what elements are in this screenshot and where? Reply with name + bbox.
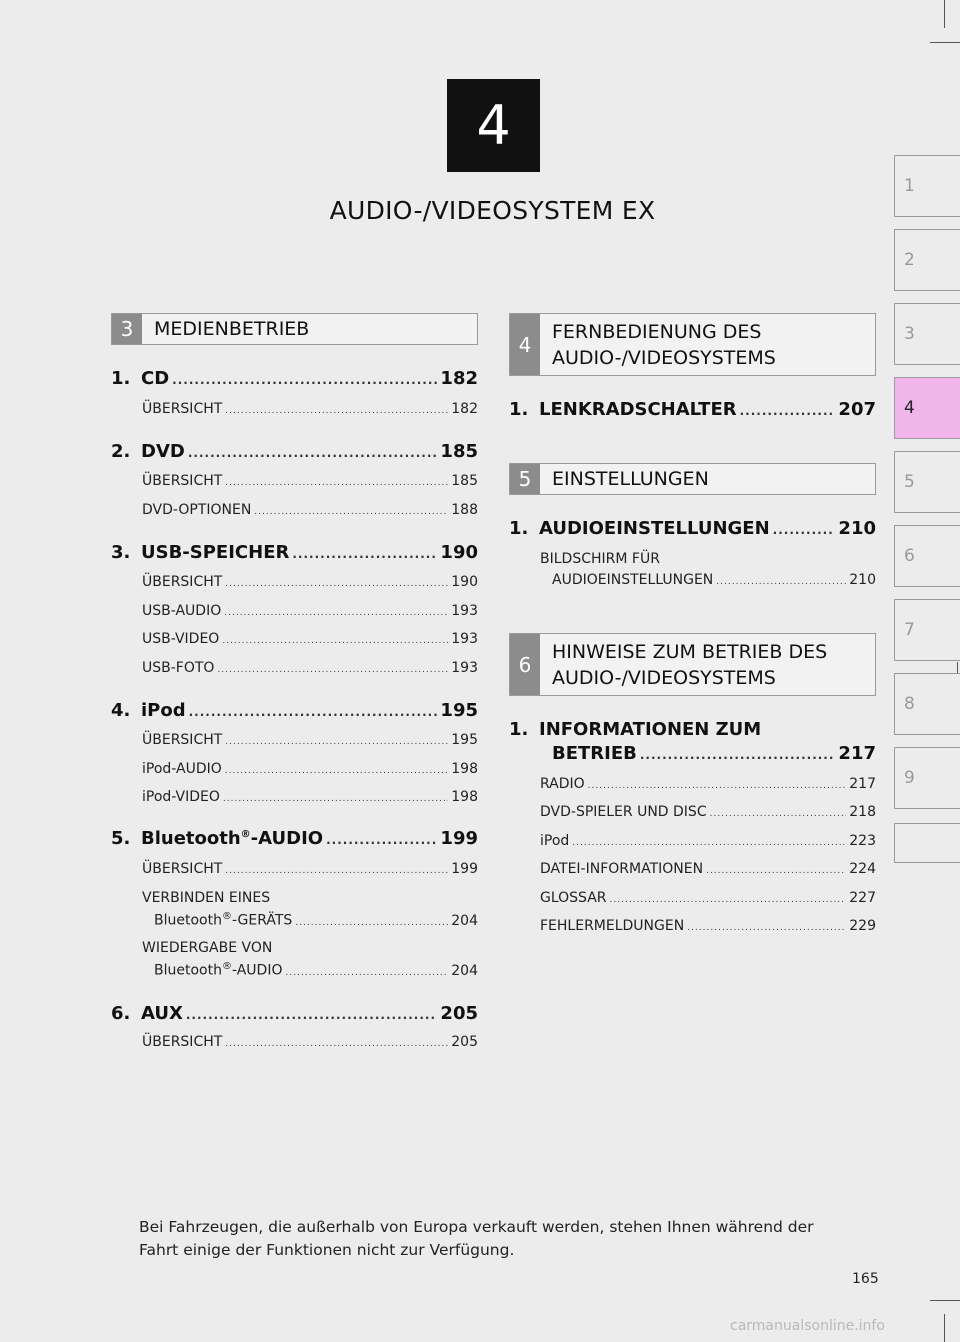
toc-entry-aux[interactable]: 6. AUX ..... 205 — [111, 1003, 478, 1024]
toc-entry-usb[interactable]: 3. USB-SPEICHER ..... 190 — [111, 542, 478, 563]
toc-entry-bluetooth-audio[interactable]: 5. Bluetooth®-AUDIO ..... 199 — [111, 828, 478, 849]
toc-subentry[interactable]: ÜBERSICHT ..... 199 — [142, 861, 478, 877]
section-number: 5 — [510, 464, 540, 494]
toc-subentry-line1[interactable]: BILDSCHIRM FÜR — [540, 551, 660, 567]
toc-subentry[interactable]: RADIO ..... 217 — [540, 776, 876, 792]
toc-subentry-line1[interactable]: VERBINDEN EINES — [142, 890, 271, 906]
toc-subentry[interactable]: ÜBERSICHT ..... 195 — [142, 732, 478, 748]
tab-3[interactable]: 3 — [894, 303, 960, 365]
chapter-number: 4 — [476, 94, 511, 157]
toc-subentry[interactable]: ÜBERSICHT ..... 190 — [142, 574, 478, 590]
watermark: carmanualsonline.info — [730, 1318, 885, 1334]
tab-5[interactable]: 5 — [894, 451, 960, 513]
tab-6[interactable]: 6 — [894, 525, 960, 587]
section-number: 6 — [510, 634, 540, 695]
right-column — [509, 313, 876, 934]
tab-9[interactable]: 9 — [894, 747, 960, 809]
toc-subentry[interactable]: iPod ..... 223 — [540, 833, 876, 849]
toc-entry-dvd[interactable]: 2. DVD ..... 185 — [111, 441, 478, 462]
toc-subentry[interactable]: ÜBERSICHT ..... 205 — [142, 1034, 478, 1050]
tab-1[interactable]: 1 — [894, 155, 960, 217]
section-number: 3 — [112, 314, 142, 344]
toc-entry-cd[interactable]: 1. CD ..... 182 — [111, 368, 478, 389]
toc-subentry[interactable]: Bluetooth®-AUDIO ..... 204 — [154, 961, 478, 979]
section-header-5 — [509, 463, 876, 495]
toc-subentry-line1[interactable]: WIEDERGABE VON — [142, 940, 273, 956]
toc-subentry[interactable]: USB-FOTO ..... 193 — [142, 660, 478, 676]
toc-entry-lenkradschalter[interactable]: 1. LENKRADSCHALTER ..... 207 — [509, 399, 876, 420]
toc-entry-informationen[interactable]: BETRIEB ..... 217 — [552, 743, 876, 764]
leader-dots — [172, 373, 437, 387]
section-number: 4 — [510, 314, 540, 375]
section-title: FERNBEDIENUNG DES AUDIO-/VIDEOSYSTEMS — [552, 320, 776, 369]
section-title: EINSTELLUNGEN — [552, 468, 709, 490]
tab-blank[interactable] — [894, 823, 960, 863]
crop-mark — [944, 1314, 945, 1342]
section-header-4 — [509, 313, 876, 376]
toc-entry-informationen-line1[interactable]: 1. INFORMATIONEN ZUM — [509, 719, 762, 740]
toc-subentry[interactable]: iPod-AUDIO ..... 198 — [142, 761, 478, 777]
chapter-number-box — [447, 79, 540, 172]
toc-subentry[interactable]: Bluetooth®-GERÄTS ..... 204 — [154, 911, 478, 929]
toc-subentry[interactable]: ÜBERSICHT ..... 182 — [142, 401, 478, 417]
left-column — [111, 313, 478, 1050]
toc-subentry[interactable]: DVD-OPTIONEN ..... 188 — [142, 502, 478, 518]
toc-subentry[interactable]: DATEI-INFORMATIONEN ..... 224 — [540, 861, 876, 877]
footer-note: Bei Fahrzeugen, die außerhalb von Europa verkauft werden, stehen Ihnen während der Fahrt einige der Funktionen nicht zur Verfügung. — [139, 1218, 814, 1259]
page-number: 165 — [852, 1271, 879, 1287]
crop-mark — [930, 42, 960, 43]
tab-7[interactable]: 7 — [894, 599, 960, 661]
toc-subentry[interactable]: USB-VIDEO ..... 193 — [142, 631, 478, 647]
tab-4[interactable]: 4 — [894, 377, 960, 439]
crop-mark — [944, 0, 945, 28]
toc-entry-ipod[interactable]: 4. iPod ..... 195 — [111, 700, 478, 721]
section-title: MEDIENBETRIEB — [154, 318, 310, 340]
section-header-6 — [509, 633, 876, 696]
chapter-title: AUDIO-/VIDEOSYSTEM EX — [329, 196, 656, 225]
toc-subentry[interactable]: iPod-VIDEO ..... 198 — [142, 789, 478, 805]
toc-subentry[interactable]: DVD-SPIELER UND DISC ..... 218 — [540, 804, 876, 820]
tab-8[interactable]: 8 — [894, 673, 960, 735]
toc-subentry[interactable]: USB-AUDIO ..... 193 — [142, 603, 478, 619]
tab-2[interactable]: 2 — [894, 229, 960, 291]
section-title: HINWEISE ZUM BETRIEB DES AUDIO-/VIDEOSYSTEMS — [552, 640, 828, 689]
toc-subentry[interactable]: FEHLERMELDUNGEN ..... 229 — [540, 918, 876, 934]
toc-entry-audioeinstellungen[interactable]: 1. AUDIOEINSTELLUNGEN ..... 210 — [509, 518, 876, 539]
crop-mark — [930, 1300, 960, 1301]
toc-subentry[interactable]: GLOSSAR ..... 227 — [540, 890, 876, 906]
toc-subentry[interactable]: AUDIOEINSTELLUNGEN ..... 210 — [552, 572, 876, 588]
toc-subentry[interactable]: ÜBERSICHT ..... 185 — [142, 473, 478, 489]
section-header-3 — [111, 313, 478, 345]
